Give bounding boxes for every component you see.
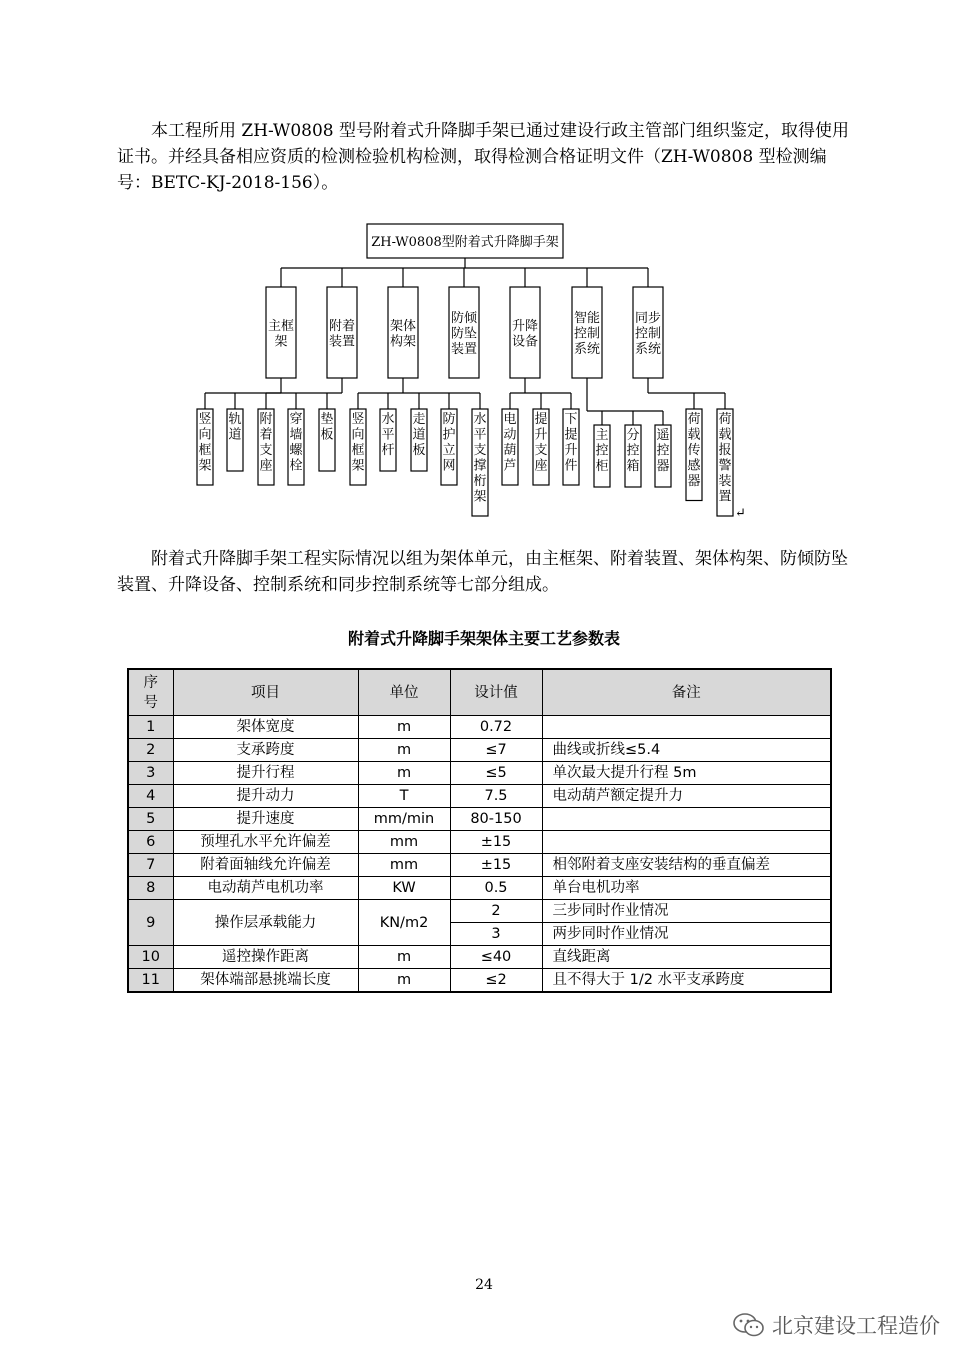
group-box-label: 主框架 bbox=[267, 318, 295, 350]
group-box-label: 防倾防坠装置 bbox=[450, 311, 478, 357]
table-title: 附着式升降脚手架架体主要工艺参数表 bbox=[347, 629, 620, 648]
cell-note: 单次最大提升行程 5m bbox=[542, 762, 831, 785]
cell-note: 直线距离 bbox=[542, 946, 831, 969]
child-box-label: 竖向框架 bbox=[198, 412, 212, 474]
cell-unit: KN/m2 bbox=[358, 900, 450, 946]
cell-seq: 4 bbox=[128, 785, 173, 808]
table-header-row bbox=[128, 669, 831, 716]
table-row bbox=[128, 969, 831, 993]
cell-unit: m bbox=[358, 969, 450, 993]
cell-unit: m bbox=[358, 946, 450, 969]
intro-paragraph: 本工程所用 ZH-W0808 型号附着式升降脚手架已通过建设行政主管部门组织鉴定，取得使用证书。并经具备相应资质的检测检验机构检测，取得检测合格证明文件（ZH-W0808 型检测编号：BETC-KJ-2018-156）。 bbox=[117, 121, 849, 193]
cell-unit: mm/min bbox=[358, 808, 450, 831]
cell-note bbox=[542, 716, 831, 739]
cell-value: 80-150 bbox=[450, 808, 542, 831]
header-note: 备注 bbox=[542, 669, 831, 716]
child-box-label: 竖向框架 bbox=[351, 412, 365, 474]
cell-note: 两步同时作业情况 bbox=[542, 923, 831, 946]
group-box-label: 附着装置 bbox=[328, 318, 356, 350]
cell-value: ≤5 bbox=[450, 762, 542, 785]
cell-seq: 6 bbox=[128, 831, 173, 854]
cell-item: 架体端部悬挑端长度 bbox=[173, 969, 358, 993]
child-box-label: 遥控器 bbox=[656, 428, 670, 474]
cell-note: 相邻附着支座安装结构的垂直偏差 bbox=[542, 854, 831, 877]
cell-value: ±15 bbox=[450, 831, 542, 854]
cell-note: 电动葫芦额定提升力 bbox=[542, 785, 831, 808]
cell-value: ≤7 bbox=[450, 739, 542, 762]
group-box-label: 架体构架 bbox=[389, 318, 417, 350]
cell-item: 附着面轴线允许偏差 bbox=[173, 854, 358, 877]
child-box-label: 荷载报警装置 bbox=[718, 412, 732, 505]
cell-unit: m bbox=[358, 716, 450, 739]
child-box-label: 电动葫芦 bbox=[503, 412, 517, 474]
child-box-label: 附着支座 bbox=[259, 412, 273, 474]
cell-value: 3 bbox=[450, 923, 542, 946]
cell-note bbox=[542, 831, 831, 854]
header-seq: 序号 bbox=[128, 669, 173, 716]
cell-note: 曲线或折线≤5.4 bbox=[542, 739, 831, 762]
child-box-label: 防护立网 bbox=[442, 412, 456, 474]
cell-note bbox=[542, 808, 831, 831]
cell-note: 单台电机功率 bbox=[542, 877, 831, 900]
cell-seq: 10 bbox=[128, 946, 173, 969]
cell-value: 2 bbox=[450, 900, 542, 923]
composition-paragraph: 附着式升降脚手架工程实际情况以组为架体单元，由主框架、附着装置、架体构架、防倾防坠装置、升降设备、控制系统和同步控制系统等七部分组成。 bbox=[117, 549, 848, 595]
cell-value: 7.5 bbox=[450, 785, 542, 808]
cell-note: 三步同时作业情况 bbox=[542, 900, 831, 923]
cell-seq: 9 bbox=[128, 900, 173, 946]
cell-seq: 11 bbox=[128, 969, 173, 993]
table-row bbox=[128, 716, 831, 739]
group-box-label: 同步控制系统 bbox=[634, 311, 662, 357]
cell-unit: m bbox=[358, 762, 450, 785]
table-row bbox=[128, 854, 831, 877]
cell-value: ≤40 bbox=[450, 946, 542, 969]
page-number: 24 bbox=[475, 1277, 493, 1293]
cell-unit: mm bbox=[358, 831, 450, 854]
cell-value: 0.72 bbox=[450, 716, 542, 739]
cell-value: ±15 bbox=[450, 854, 542, 877]
watermark bbox=[732, 1310, 940, 1340]
parameter-table bbox=[127, 668, 832, 993]
cell-item: 提升行程 bbox=[173, 762, 358, 785]
child-box-label: 水平支撑桁架 bbox=[473, 412, 487, 505]
cell-item: 架体宽度 bbox=[173, 716, 358, 739]
cell-item: 遥控操作距离 bbox=[173, 946, 358, 969]
header-value: 设计值 bbox=[450, 669, 542, 716]
group-box-label: 升降设备 bbox=[511, 318, 539, 350]
cell-value: ≤2 bbox=[450, 969, 542, 993]
table-row bbox=[128, 946, 831, 969]
child-box-label: 主控柜 bbox=[595, 428, 609, 474]
child-box-label: 垫板 bbox=[320, 412, 334, 443]
cell-item: 操作层承载能力 bbox=[173, 900, 358, 946]
return-mark: ↵ bbox=[735, 506, 746, 521]
cell-seq: 8 bbox=[128, 877, 173, 900]
cell-seq: 2 bbox=[128, 739, 173, 762]
root-box-label: ZH-W0808型附着式升降脚手架 bbox=[371, 235, 559, 250]
header-item: 项目 bbox=[173, 669, 358, 716]
table-row bbox=[128, 831, 831, 854]
child-box-label: 穿墙螺栓 bbox=[289, 412, 303, 474]
cell-item: 预埋孔水平允许偏差 bbox=[173, 831, 358, 854]
cell-seq: 5 bbox=[128, 808, 173, 831]
cell-seq: 1 bbox=[128, 716, 173, 739]
cell-unit: m bbox=[358, 739, 450, 762]
cell-value: 0.5 bbox=[450, 877, 542, 900]
cell-unit: KW bbox=[358, 877, 450, 900]
cell-note: 且不得大于 1/2 水平支承跨度 bbox=[542, 969, 831, 993]
wechat-icon bbox=[732, 1312, 766, 1338]
table-row bbox=[128, 785, 831, 808]
cell-item: 电动葫芦电机功率 bbox=[173, 877, 358, 900]
cell-unit: T bbox=[358, 785, 450, 808]
cell-item: 提升动力 bbox=[173, 785, 358, 808]
cell-seq: 3 bbox=[128, 762, 173, 785]
group-box-label: 智能控制系统 bbox=[573, 311, 601, 357]
table-row bbox=[128, 762, 831, 785]
child-box-label: 水平杆 bbox=[381, 412, 395, 458]
table-row bbox=[128, 900, 831, 923]
child-box-label: 分控箱 bbox=[626, 428, 640, 474]
child-box-label: 轨道 bbox=[228, 412, 242, 443]
cell-item: 提升速度 bbox=[173, 808, 358, 831]
org-chart bbox=[0, 0, 968, 540]
watermark-text: 北京建设工程造价 bbox=[772, 1314, 940, 1338]
header-unit: 单位 bbox=[358, 669, 450, 716]
child-box-label: 提升支座 bbox=[534, 412, 548, 474]
cell-unit: mm bbox=[358, 854, 450, 877]
cell-seq: 7 bbox=[128, 854, 173, 877]
table-row bbox=[128, 877, 831, 900]
child-box-label: 走道板 bbox=[412, 412, 426, 458]
table-row bbox=[128, 808, 831, 831]
child-box-label: 荷载传感器 bbox=[687, 412, 701, 489]
child-box-label: 下提升件 bbox=[564, 412, 578, 474]
table-row bbox=[128, 739, 831, 762]
cell-item: 支承跨度 bbox=[173, 739, 358, 762]
